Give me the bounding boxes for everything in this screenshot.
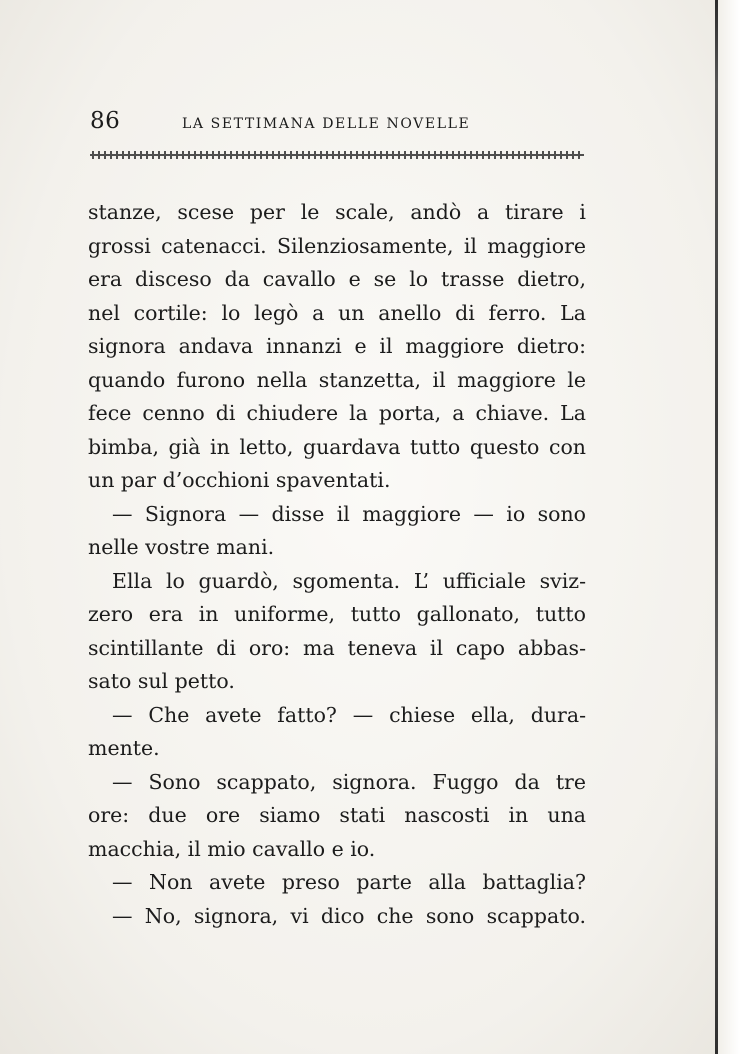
text-line: nel cortile: lo legò a un anello di ferro. La <box>88 300 586 325</box>
text-line: fece cenno di chiudere la porta, a chiave. La <box>88 401 586 425</box>
text-line: — Non avete preso parte alla battaglia? <box>112 870 586 894</box>
ornamental-rule <box>90 151 584 159</box>
page-edge <box>718 0 740 1054</box>
text-line: mente. <box>88 736 160 760</box>
text-line: un par d’occhioni spaventati. <box>88 468 391 492</box>
text-line: stanze, scese per le scale, andò a tirare i <box>88 200 586 224</box>
text-line: — Che avete fatto? — chiese ella, dura- <box>112 702 586 727</box>
text-line: bimba, già in letto, guardava tutto questo con <box>88 434 586 459</box>
page-number: 86 <box>90 108 121 134</box>
running-title: LA SETTIMANA DELLE NOVELLE <box>182 116 471 132</box>
text-line: signora andava innanzi e il maggiore dietro: <box>88 334 586 358</box>
text-line: grossi catenacci. Silenziosamente, il maggiore <box>88 233 586 258</box>
book-spine <box>715 0 718 1054</box>
text-line: sato sul petto. <box>88 669 235 693</box>
text-line: zero era in uniforme, tutto gallonato, tutto <box>88 602 586 626</box>
text-line: — No, signora, vi dico che sono scappato. <box>112 903 586 928</box>
text-line: quando furono nella stanzetta, il maggiore le <box>88 367 586 392</box>
body-text <box>88 196 586 933</box>
text-line: — Signora — disse il maggiore — io sono <box>112 501 586 526</box>
text-line: scintillante di oro: ma teneva il capo abbas- <box>88 635 586 660</box>
text-line: ore: due ore siamo stati nascosti in una <box>88 803 586 827</box>
page-header <box>90 108 590 138</box>
text-line: macchia, il mio cavallo e io. <box>88 836 376 861</box>
text-line: — Sono scappato, signora. Fuggo da tre <box>112 769 586 794</box>
text-line: era disceso da cavallo e se lo trasse dietro, <box>88 267 586 291</box>
text-line: Ella lo guardò, sgomenta. L’ ufficiale sviz- <box>112 568 586 593</box>
text-line: nelle vostre mani. <box>88 535 275 559</box>
